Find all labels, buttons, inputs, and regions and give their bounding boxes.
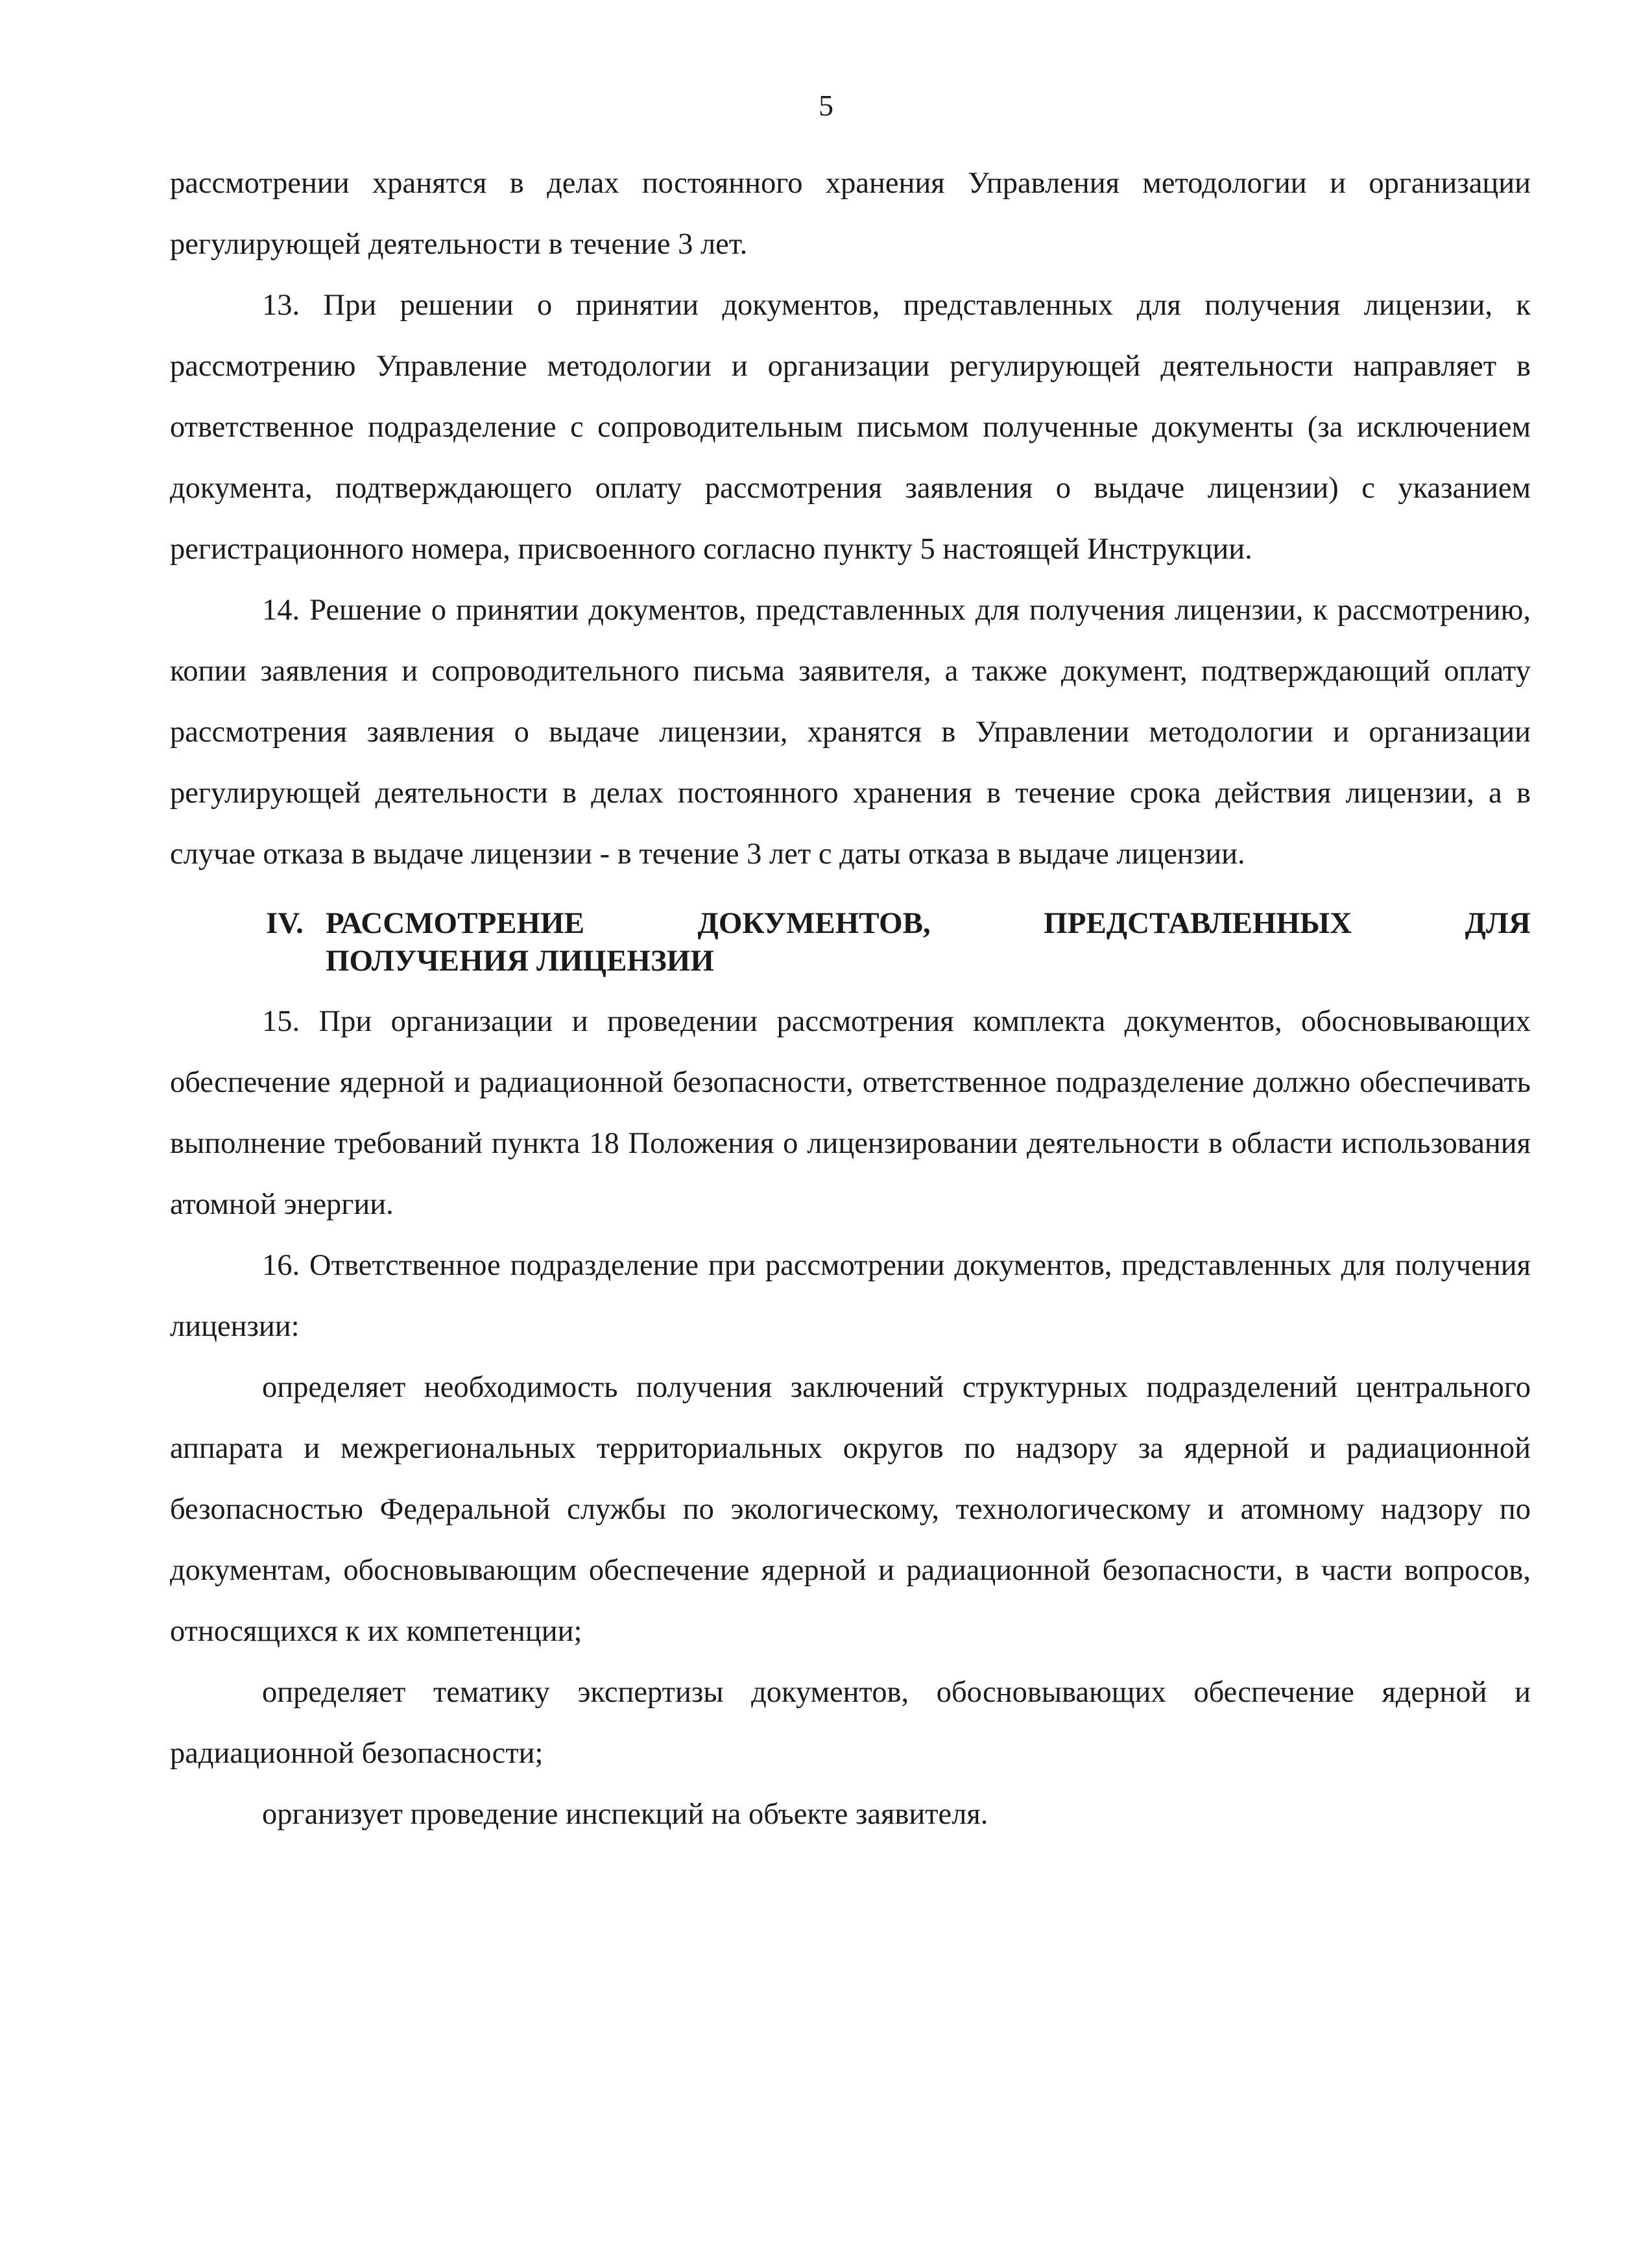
paragraph-13: 13. При решении о принятии документов, представленных для получения лицензии, к рассмотрению Управление методологии и организации регулирующей деятельности направляет в ответственное подразделение с сопроводительным письмом полученные документы (за исключением документа, подтверждающего оплату рассмотрения заявления о выдаче лицензии) с указанием регистрационного номера, присвоенного согласно пункту 5 настоящей Инструкции.	[170, 289, 1531, 566]
section-title-word: ДОКУМЕНТОВ,	[697, 906, 931, 940]
document-body	[170, 153, 1531, 1845]
paragraph-14: 14. Решение о принятии документов, представленных для получения лицензии, к рассмотрению, копии заявления и сопроводительного письма заявителя, а также документ, подтверждающий оплату рассмотрения заявления о выдаче лицензии, хранятся в Управлении методологии и организации регулирующей деятельности в делах постоянного хранения в течение срока действия лицензии, а в случае отказа в выдаче лицензии - в течение 3 лет с даты отказа в выдаче лицензии.	[170, 594, 1531, 871]
paragraph-continuation: рассмотрении хранятся в делах постоянного хранения Управления методологии и организации регулирующей деятельности в течение 3 лет.	[170, 167, 1531, 261]
section-title-word: ДЛЯ	[1465, 906, 1531, 940]
section-title-line-1	[326, 904, 1531, 942]
section-number: IV.	[266, 906, 304, 940]
page-number: 5	[819, 89, 833, 122]
paragraph-16-item-2: определяет тематику экспертизы документов, обосновывающих обеспечение ядерной и радиационной безопасности;	[170, 1676, 1531, 1770]
section-title-word: РАССМОТРЕНИЕ	[326, 906, 584, 940]
section-title-line-2: ПОЛУЧЕНИЯ ЛИЦЕНЗИИ	[326, 944, 714, 978]
section-heading	[170, 904, 1531, 980]
paragraph-16-item-3: организует проведение инспекций на объекте заявителя.	[262, 1798, 988, 1831]
paragraph-16: 16. Ответственное подразделение при рассмотрении документов, представленных для получения лицензии:	[170, 1249, 1531, 1343]
paragraph-16-item-1: определяет необходимость получения заключений структурных подразделений центрального аппарата и межрегиональных территориальных округов по надзору за ядерной и радиационной безопасностью Федеральной службы по экологическому, технологическому и атомному надзору по документам, обосновывающим обеспечение ядерной и радиационной безопасности, в части вопросов, относящихся к их компетенции;	[170, 1371, 1531, 1648]
section-title-word: ПРЕДСТАВЛЕННЫХ	[1044, 906, 1352, 940]
paragraph-15: 15. При организации и проведении рассмотрения комплекта документов, обосновывающих обеспечение ядерной и радиационной безопасности, ответственное подразделение должно обеспечивать выполнение требований пункта 18 Положения о лицензировании деятельности в области использования атомной энергии.	[170, 1005, 1531, 1221]
